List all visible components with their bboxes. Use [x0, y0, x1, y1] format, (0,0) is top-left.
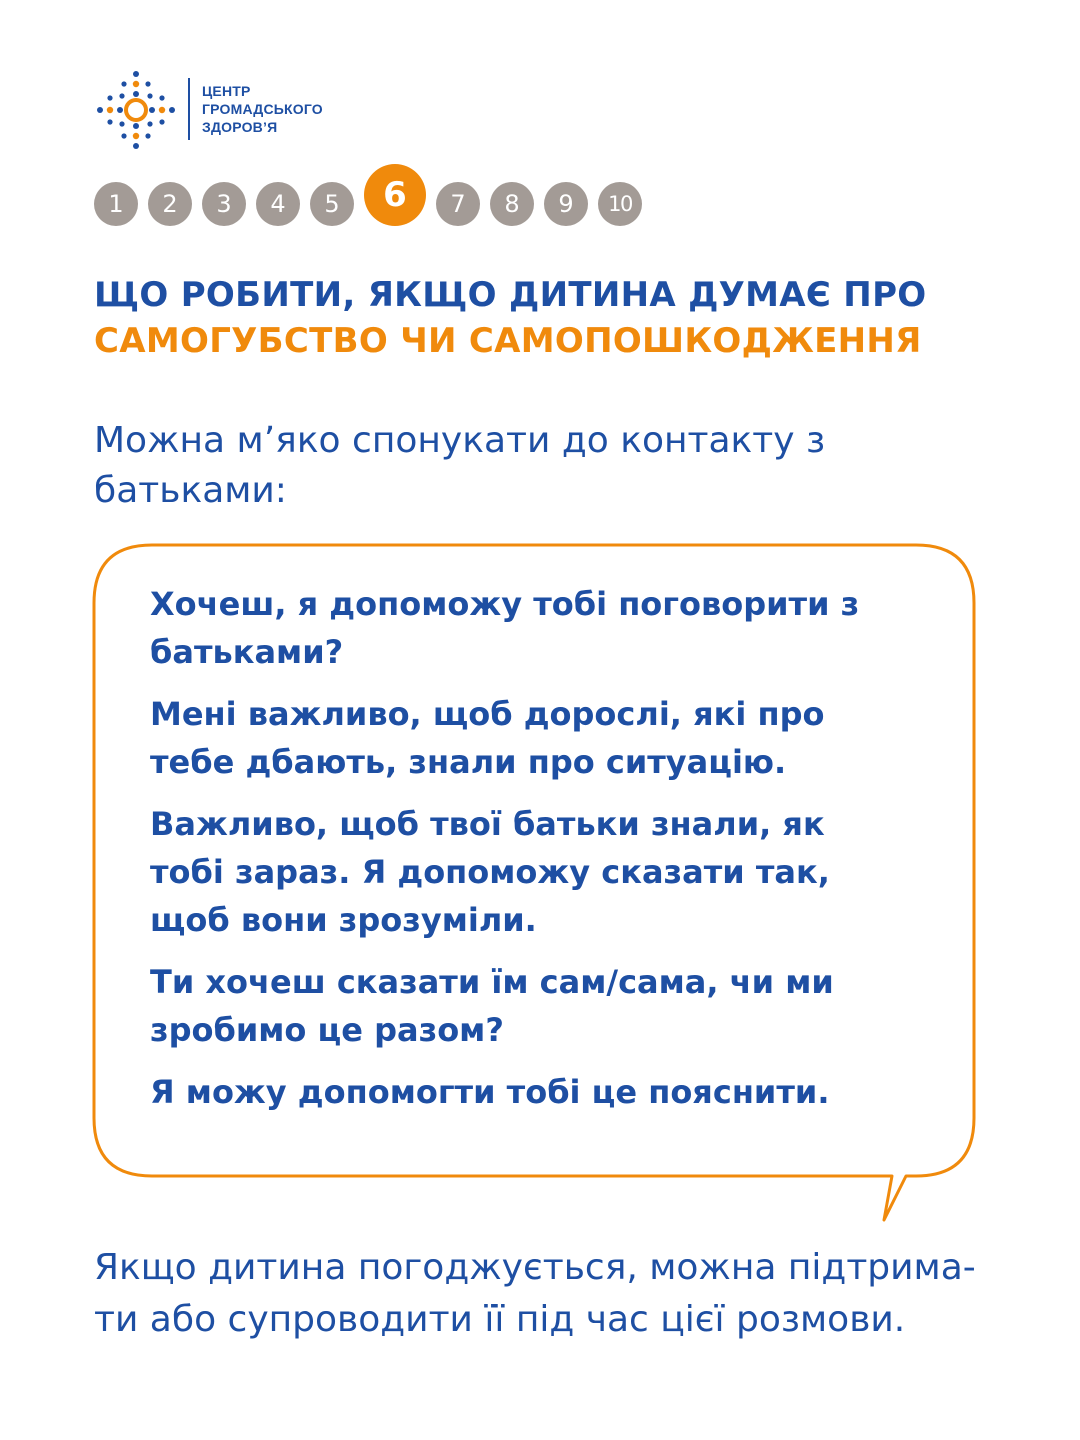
example-phrases	[150, 580, 940, 1130]
step-3: 3	[202, 182, 246, 226]
step-4: 4	[256, 182, 300, 226]
phrase-5	[150, 1068, 940, 1116]
step-2: 2	[148, 182, 192, 226]
intro-text	[94, 416, 974, 516]
logo-divider	[188, 78, 190, 140]
page-title	[94, 272, 1014, 364]
phrase-3	[150, 800, 940, 944]
logo-line-3: ЗДОРОВ’Я	[202, 119, 278, 135]
phrase-4	[150, 958, 940, 1054]
logo-line-2: ГРОМАДСЬКОГО	[202, 101, 323, 117]
title-line-1: ЩО РОБИТИ, ЯКЩО ДИТИНА ДУМАЄ ПРО	[94, 275, 927, 315]
dotted-cross-logo-icon	[96, 70, 176, 150]
step-1: 1	[94, 182, 138, 226]
phrase-5-line-1: Я можу допомогти тобі це пояснити.	[150, 1073, 830, 1111]
step-8: 8	[490, 182, 534, 226]
outro-line-2: ти або супроводити її під час цієї розмови.	[94, 1299, 906, 1340]
phrase-1	[150, 580, 940, 676]
logo-wordmark	[202, 82, 323, 136]
phrase-3-line-3: щоб вони зрозуміли.	[150, 901, 537, 939]
step-indicator	[94, 164, 694, 230]
phrase-2-line-1: Мені важливо, щоб дорослі, які про	[150, 695, 825, 733]
title-line-2: САМОГУБСТВО ЧИ САМОПОШКОДЖЕННЯ	[94, 321, 922, 361]
phrase-3-line-1: Важливо, щоб твої батьки знали, як	[150, 805, 825, 843]
step-5: 5	[310, 182, 354, 226]
step-7: 7	[436, 182, 480, 226]
phrase-4-line-2: зробимо це разом?	[150, 1011, 504, 1049]
closing-text	[94, 1242, 1024, 1346]
phrase-3-line-2: тобі зараз. Я допоможу сказати так,	[150, 853, 830, 891]
organization-logo	[96, 70, 336, 150]
phrase-2	[150, 690, 940, 786]
phrase-4-line-1: Ти хочеш сказати їм сам/сама, чи ми	[150, 963, 834, 1001]
intro-line-2: батьками:	[94, 470, 287, 511]
step-6-active: 6	[364, 164, 426, 226]
phrase-1-line-1: Хочеш, я допоможу тобі поговорити з	[150, 585, 860, 623]
step-9: 9	[544, 182, 588, 226]
intro-line-1: Можна м’яко спонукати до контакту з	[94, 420, 826, 461]
step-10: 10	[598, 182, 642, 226]
phrase-2-line-2: тебе дбають, знали про ситуацію.	[150, 743, 787, 781]
outro-line-1: Якщо дитина погоджується, можна підтрима-	[94, 1247, 976, 1288]
logo-line-1: ЦЕНТР	[202, 83, 251, 99]
phrase-1-line-2: батьками?	[150, 633, 344, 671]
